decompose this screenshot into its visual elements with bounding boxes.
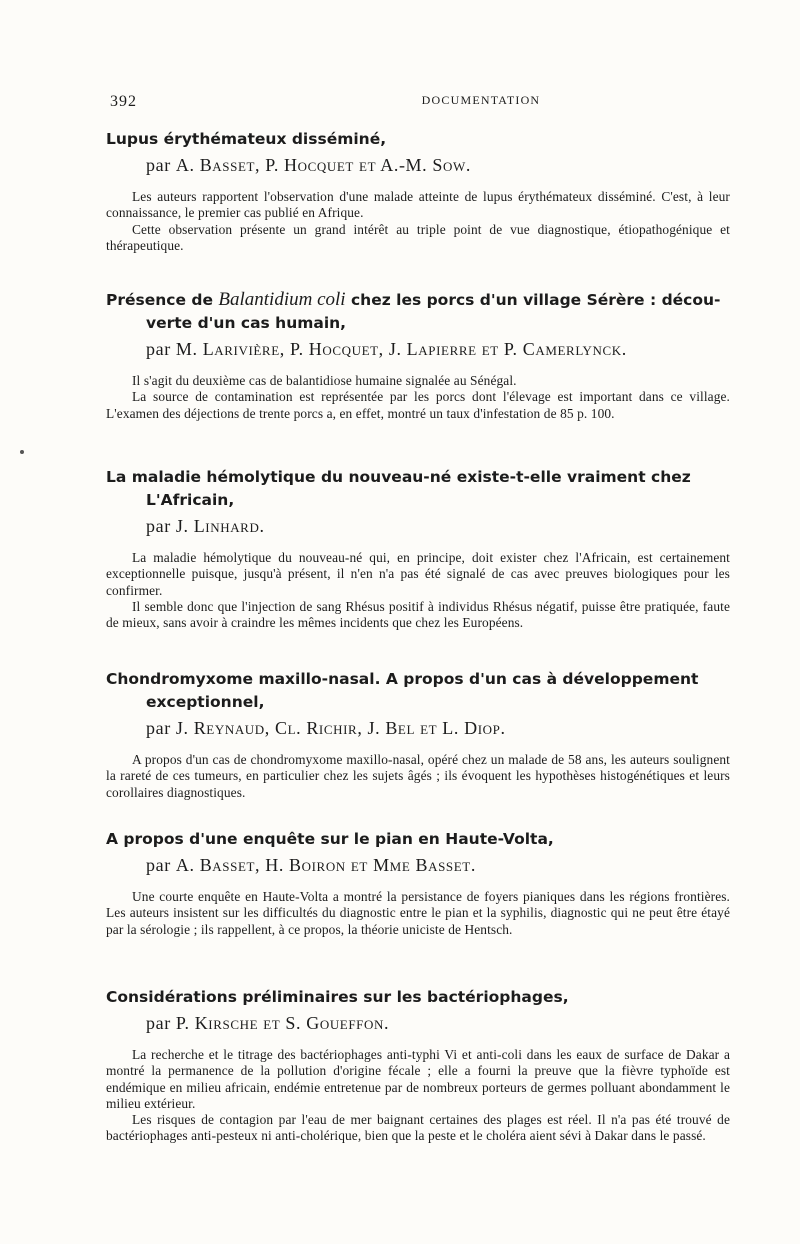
article-chondromyxome [106, 668, 730, 801]
title-line: A propos d'une enquête sur le pian en Haute-Volta, [106, 830, 554, 848]
paragraph: La maladie hémolytique du nouveau-né qui, en principe, doit exister chez l'Africain, est certainement exceptionnelle puisque, jusqu'à présent, il n'en n'a pas été signalé de cas avec preuves biologiques pour les confirmer. [106, 550, 730, 598]
title-text: Présence de [106, 291, 219, 309]
paragraph: Cette observation présente un grand intérêt au triple point de vue diagnostique, étiopathogénique et thérapeutique. [106, 221, 730, 253]
article-body [106, 752, 730, 801]
author-names: J. Linhard. [175, 516, 265, 536]
title-line: verte d'un cas humain, [146, 314, 347, 332]
running-title: DOCUMENTATION [421, 93, 541, 107]
paragraph: Les risques de contagion par l'eau de mer baignant certaines des plages est réel. Il n'a pas été trouvé de bactériophages anti-pesteux ni anti-cholérique, bien que la peste et le choléra aient sévi à Dakar dans le passé. [106, 1112, 730, 1144]
author-names: P. Kirsche et S. Goueffon. [175, 1013, 390, 1033]
article-authors [106, 514, 730, 538]
author-prefix: par [146, 339, 176, 359]
title-line: Lupus érythémateux disséminé, [106, 130, 387, 148]
author-names: A. Basset, H. Boiron et Mme Basset. [175, 855, 476, 875]
article-lupus [106, 128, 730, 254]
article-authors [106, 153, 730, 177]
article-body [106, 1047, 730, 1145]
title-text: chez les porcs d'un village Sérère : décou- [345, 291, 721, 309]
article-body [106, 889, 730, 938]
article-body [106, 550, 730, 631]
page-number: 392 [110, 93, 137, 110]
paragraph: La recherche et le titrage des bactériophages anti-typhi Vi et anti-coli dans les eaux de surface de Dakar a montré la permanence de la pollution d'origine fécale ; elle a fourni la preuve que la fièvre typhoïde est endémique en milieu africain, endémie entretenue par de nombreux porteurs de germes polluant abondamment le milieu extérieur. [106, 1047, 730, 1111]
margin-mark [20, 450, 24, 454]
article-title [106, 466, 730, 512]
article-authors [106, 853, 730, 877]
author-prefix: par [146, 855, 176, 875]
article-pian [106, 828, 730, 938]
article-authors [106, 337, 730, 361]
article-body [106, 373, 730, 422]
title-line: exceptionnel, [146, 693, 265, 711]
article-title [106, 668, 730, 714]
author-prefix: par [146, 1013, 176, 1033]
title-line: La maladie hémolytique du nouveau-né existe-t-elle vraiment chez [106, 468, 691, 486]
paragraph: Il s'agit du deuxième cas de balantidiose humaine signalée au Sénégal. [132, 373, 517, 388]
paragraph: A propos d'un cas de chondromyxome maxillo-nasal, opéré chez un malade de 58 ans, les auteurs soulignent la rareté de ces tumeurs, en particulier chez les sujets âgés ; ils évoquent les hypothèses histogénétiques et leurs corollaires diagnostiques. [106, 752, 730, 800]
author-prefix: par [146, 516, 176, 536]
article-bacteriophages [106, 986, 730, 1145]
article-title [106, 288, 730, 335]
author-prefix: par [146, 718, 176, 738]
author-names: A. Basset, P. Hocquet et A.-M. Sow. [175, 155, 471, 175]
paragraph: La source de contamination est représentée par les porcs dont l'élevage est important dans ce village. L'examen des déjections de trente porcs a, en effet, montré un taux d'infestation de 85 p. 100. [106, 389, 730, 421]
article-hemolytic [106, 466, 730, 631]
author-prefix: par [146, 155, 176, 175]
paragraph: Les auteurs rapportent l'observation d'une malade atteinte de lupus érythémateux disséminé. C'est, à leur connaissance, le premier cas publié en Afrique. [106, 189, 730, 221]
author-names: M. Larivière, P. Hocquet, J. Lapierre et P. Camerlynck. [175, 339, 627, 359]
article-title [106, 986, 730, 1009]
article-title [106, 128, 730, 151]
article-body [106, 189, 730, 254]
article-authors [106, 1011, 730, 1035]
article-balantidium [106, 288, 730, 422]
title-line: Chondromyxome maxillo-nasal. A propos d'un cas à développement [106, 670, 699, 688]
author-names: J. Reynaud, Cl. Richir, J. Bel et L. Diop. [175, 718, 506, 738]
paragraph: Il semble donc que l'injection de sang Rhésus positif à individus Rhésus négatif, puisse être pratiquée, faute de mieux, sans avoir à craindre les mêmes incidents que chez les Européens. [106, 598, 730, 631]
title-line: L'Africain, [146, 491, 235, 509]
article-authors [106, 716, 730, 740]
title-species: Balantidium coli [218, 289, 346, 310]
article-title [106, 828, 730, 851]
paragraph: Une courte enquête en Haute-Volta a montré la persistance de foyers pianiques dans les régions frontières. Les auteurs insistent sur les difficultés du diagnostic entre le pian et la syphilis, diagnostic qui ne peut être étayé par la sérologie ; ils rappellent, à ce propos, la théorie uniciste de Hentsch. [106, 889, 730, 937]
page-header [110, 93, 730, 113]
title-line: Considérations préliminaires sur les bactériophages, [106, 988, 569, 1006]
